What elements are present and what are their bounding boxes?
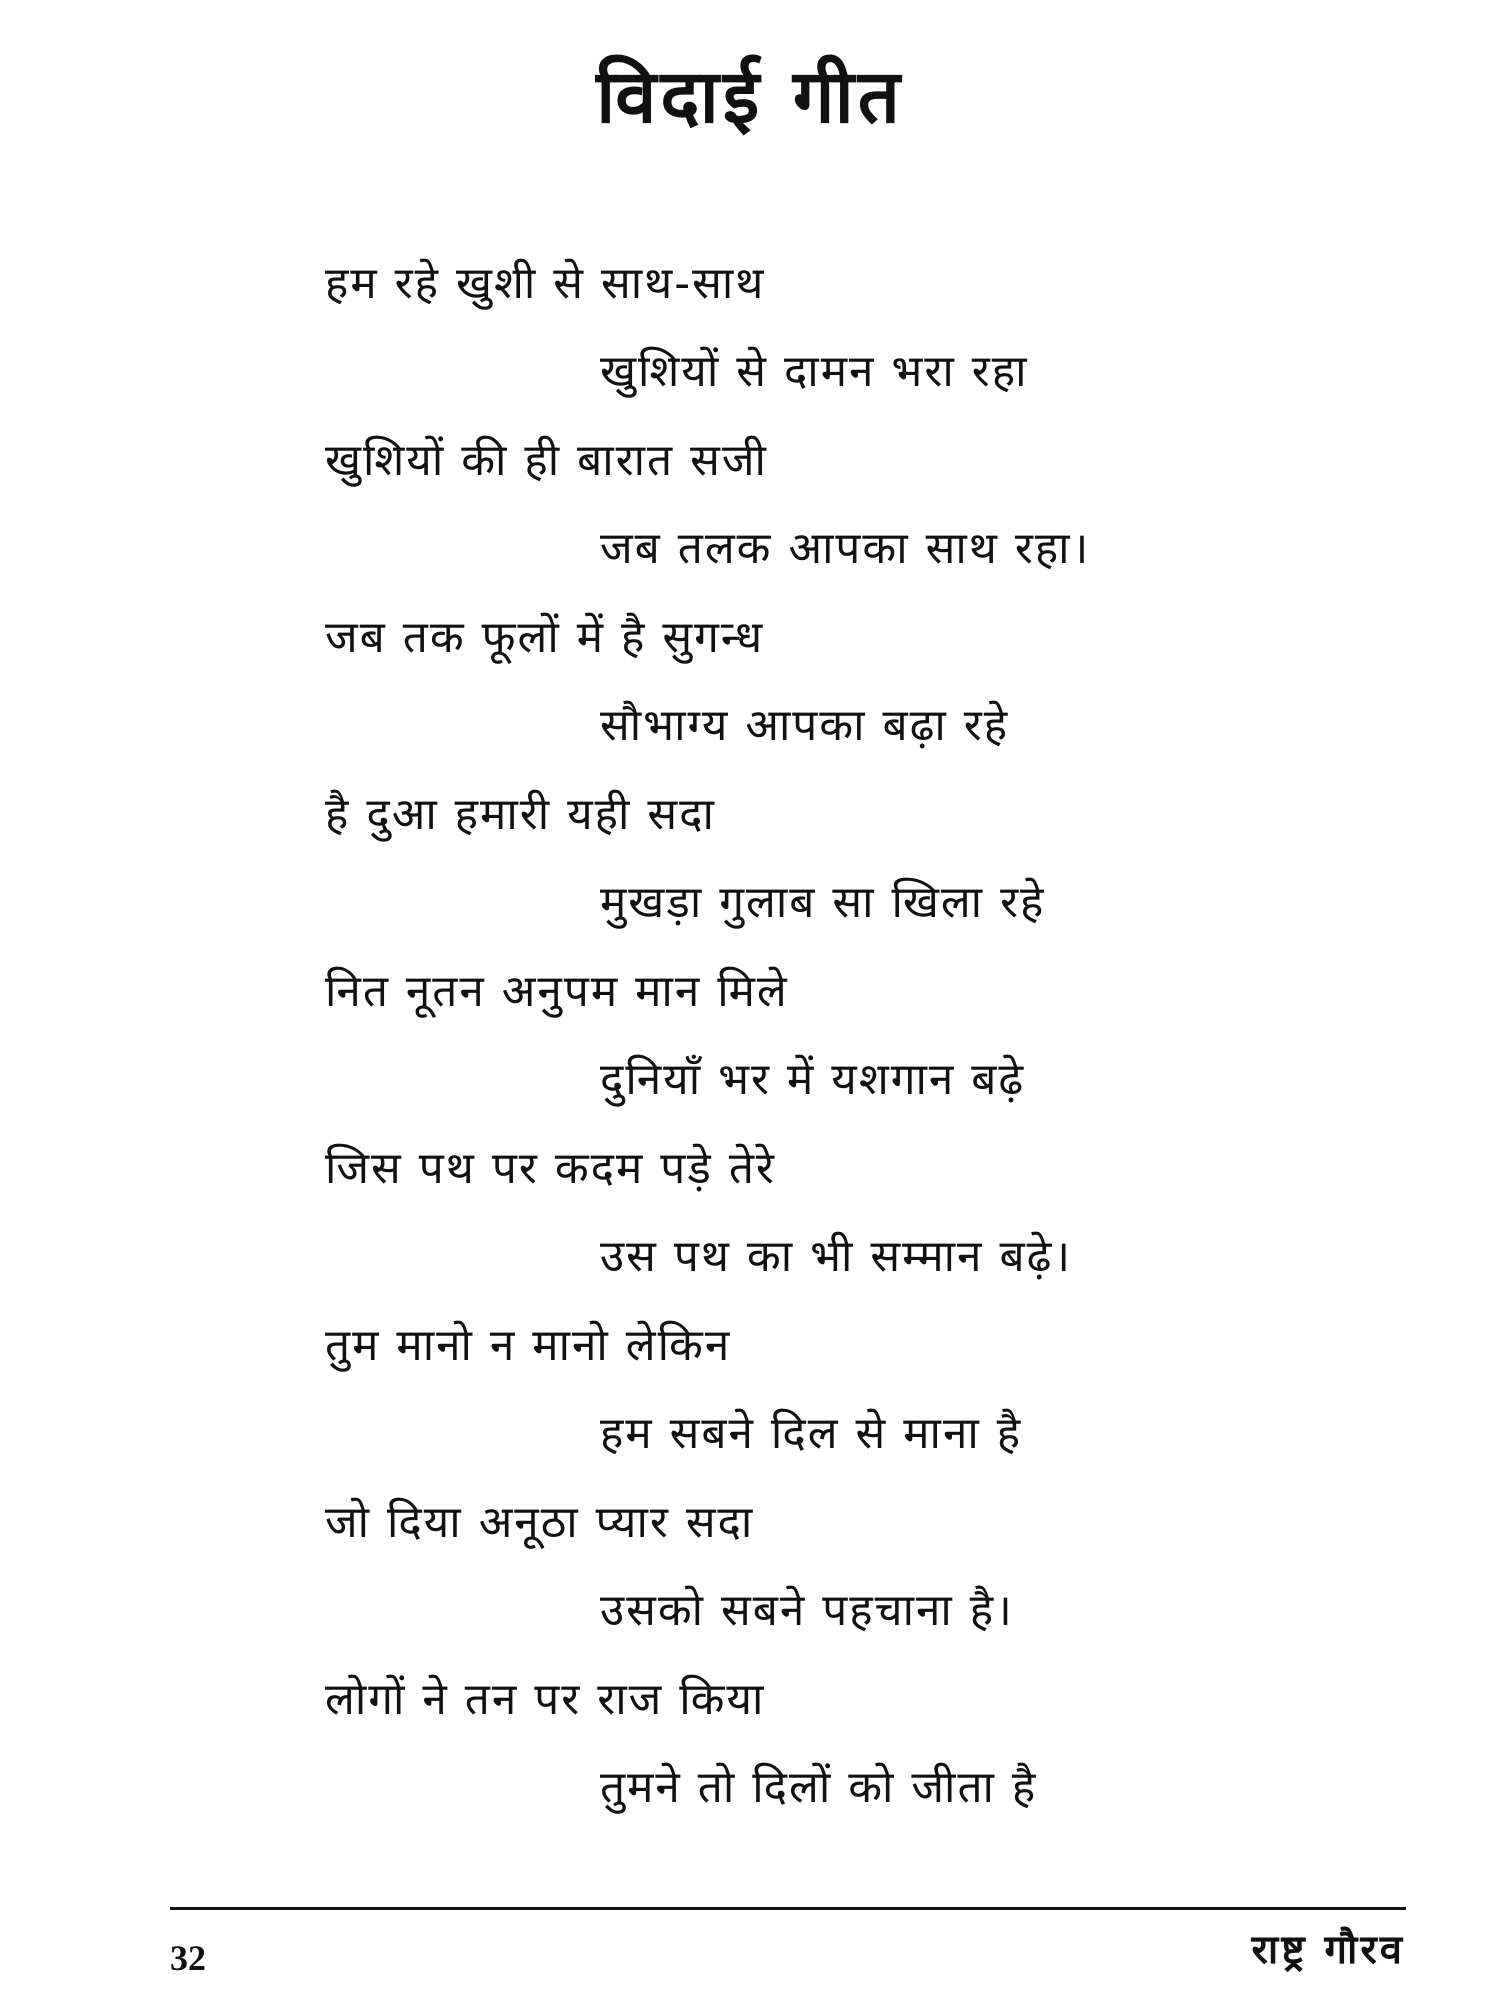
poem-line-15: जो दिया अनूठा प्यार सदा (325, 1497, 755, 1548)
poem-line-6: सौभाग्य आपका बढ़ा रहे (600, 700, 1010, 751)
poem-line-3: खुशियों की ही बारात सजी (325, 435, 768, 486)
poem-line-1: हम रहे खुशी से साथ-साथ (325, 258, 766, 309)
poem-title: विदाई गीत (596, 54, 904, 140)
poem-line-14: हम सबने दिल से माना है (600, 1408, 1023, 1459)
footer-rule (170, 1907, 1406, 1910)
page-number: 32 (170, 1938, 206, 1978)
poem-line-17: लोगों ने तन पर राज किया (325, 1674, 766, 1725)
poem-line-2: खुशियों से दामन भरा रहा (600, 346, 1029, 397)
poem-line-16: उसको सबने पहचाना है। (600, 1585, 1014, 1636)
poem-line-4: जब तलक आपका साथ रहा। (600, 523, 1091, 574)
poem-line-18: तुमने तो दिलों को जीता है (600, 1762, 1038, 1813)
poem-line-12: उस पथ का भी सम्मान बढ़े। (600, 1231, 1073, 1282)
poem-line-8: मुखड़ा गुलाब सा खिला रहे (600, 877, 1046, 928)
poem-line-13: तुम मानो न मानो लेकिन (325, 1320, 732, 1371)
poem-line-5: जब तक फूलों में है सुगन्ध (325, 612, 765, 663)
poem-line-11: जिस पथ पर कदम पड़े तेरे (325, 1143, 776, 1194)
poem-line-10: दुनियाँ भर में यशगान बढ़े (600, 1054, 1026, 1105)
poem-line-9: नित नूतन अनुपम मान मिले (325, 966, 789, 1017)
poem-line-7: है दुआ हमारी यही सदा (325, 789, 716, 840)
book-title: राष्ट्र गौरव (1251, 1927, 1405, 1973)
